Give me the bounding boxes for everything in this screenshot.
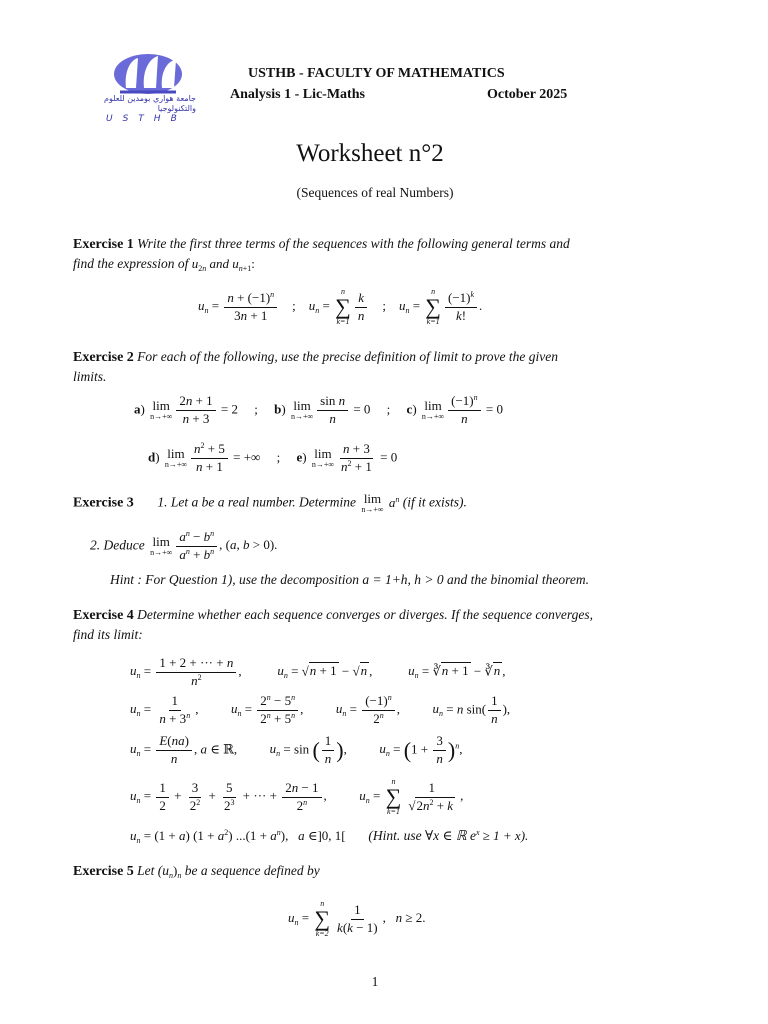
exercise-3-question-2: 2. Deduce lim n→+∞ $\frac{a^n - b^n}{a^n + b^n}$ , (a, b > 0). xyxy=(90,529,278,562)
exercise-1-text: Write the first three terms of the sequences with the following general terms and xyxy=(137,236,570,251)
exercise-5-text: Let (u xyxy=(137,863,170,878)
exercise-4-row-4: $u_n$ = $\frac{1}{2}$ + $\frac{3}{2^2}$ + $\frac{5}{2^3}$ + ··· + $\frac{2n - 1}{2^n}$ , $u_n$ = n ∑ k=1 $\frac{1}{√2n^2 + k}$ , xyxy=(130,777,464,816)
course-name: Analysis 1 - Lic-Maths xyxy=(230,87,365,102)
exercise-5-text-tail: be a sequence defined by xyxy=(184,863,320,878)
exercise-2 xyxy=(73,347,693,386)
page-number: 1 xyxy=(371,974,379,989)
faculty-header: USTHB - FACULTY OF MATHEMATICS xyxy=(248,66,505,81)
exercise-5: Exercise 5 Let $(u_n)_n$ be a sequence defined by xyxy=(73,863,320,880)
page-subtitle: (Sequences of real Numbers) xyxy=(296,185,454,200)
exercise-4-row-5: $u_n = (1 + a) (1 + a^2) ...(1 + a^n)$, a ∈]0, 1[ (Hint. use ∀x ∈ ℝ $e^x \ge 1 + x$). xyxy=(130,828,529,845)
exercise-4-label: Exercise 4 xyxy=(73,608,134,623)
exercise-4-hint: (Hint. use ∀x ∈ ℝ e xyxy=(368,828,476,843)
exercise-4-row-2: $u_n$ = $\frac{1}{n + 3^n}$ , $u_n$ = $\frac{2^n - 5^n}{2^n + 5^n}$ , $u_n$ = $\frac{(-1)^n}{2^n}$ , $u_n = n$ sin( $\frac{1}{n}$ ), xyxy=(130,693,511,726)
exercise-2-limits-row-1: a) lim n→+∞ $\frac{2n + 1}{n + 3}$ = 2 ; b) lim n→+∞ $\frac{\text{sin n}}{n}$ = 0 ; c) lim n→+∞ $\frac{(-1)^n}{n}$ = 0 xyxy=(134,393,503,426)
usthb-logo xyxy=(100,52,196,126)
exercise-4-row-3: $u_n$ = $\frac{E(na)}{n}$ , a ∈ ℝ, $u_n = \sin$ ( $\frac{1}{n}$ ), $u_n = (1$ + $\frac{3}{n}$ )$^n$, xyxy=(130,733,463,766)
exercise-4 xyxy=(73,605,693,644)
exercise-4-text-2: find its limit: xyxy=(73,627,143,642)
exercise-2-text-2: limits. xyxy=(73,369,107,384)
exercise-4-row-1: $u_n$ = $\frac{1 + 2 + \cdot\cdot\cdot + n}{n^2}$ , $u_n = √n + 1 - √n$ , $u_n$ = ∛n + 1 − ∛n , xyxy=(130,655,506,688)
exercise-2-label: Exercise 2 xyxy=(73,350,134,365)
exercise-1-formulas: $u_n$ = $\frac{n + (-1)^n}{3n + 1}$ ; $u_n$ = n ∑ k=1 $\frac{k}{n}$ ; $u_n$ = n ∑ k=1 $\frac{(-1)^k}{k!}$ . xyxy=(198,287,483,326)
exercise-1-label: Exercise 1 xyxy=(73,237,134,252)
exercise-3-label: Exercise 3 xyxy=(73,495,134,511)
worksheet-date: October 2025 xyxy=(487,87,568,102)
exercise-1-text-2: find the expression of xyxy=(73,256,189,271)
exercise-3: Exercise 3 1. Let a be a real number. Determine lim n→+∞ $a^n$ (if it exists). xyxy=(73,491,467,515)
exercise-3-question-1: 1. Let a be a real number. Determine xyxy=(157,494,356,510)
exercise-4-text: Determine whether each sequence converges or diverges. If the sequence converges, xyxy=(137,607,593,622)
logo-arabic-text: جامعة هواري بومدين للعلوم والتكنولوجيا xyxy=(104,94,196,113)
exercise-1 xyxy=(73,234,693,273)
exercise-1-inline-math: $u_{2n}$ and $u_{n+1}$: xyxy=(191,256,255,273)
exercise-5-label: Exercise 5 xyxy=(73,864,134,879)
exercise-5-formula: $u_n$ = n ∑ k=2 $\frac{1}{k(k - 1)}$ , n ≥ 2. xyxy=(288,899,426,938)
exercise-2-limits-row-2: d) lim n→+∞ $\frac{n^2 + 5}{n + 1}$ = +∞ ; e) lim n→+∞ $\frac{n + 3}{n^2 + 1}$ = 0 xyxy=(148,441,398,474)
logo-usthb-text: USTHB xyxy=(106,114,187,124)
exercise-3-deduce: 2. Deduce xyxy=(90,537,145,553)
page-title: Worksheet n°2 xyxy=(296,140,444,167)
exercise-2-text: For each of the following, use the precise definition of limit to prove the given xyxy=(137,349,558,364)
exercise-3-hint: Hint : For Question 1), use the decomposition a = 1+h, h > 0 and the binomial theorem. xyxy=(110,572,590,587)
exercise-3-question-1-tail: (if it exists). xyxy=(402,494,467,510)
